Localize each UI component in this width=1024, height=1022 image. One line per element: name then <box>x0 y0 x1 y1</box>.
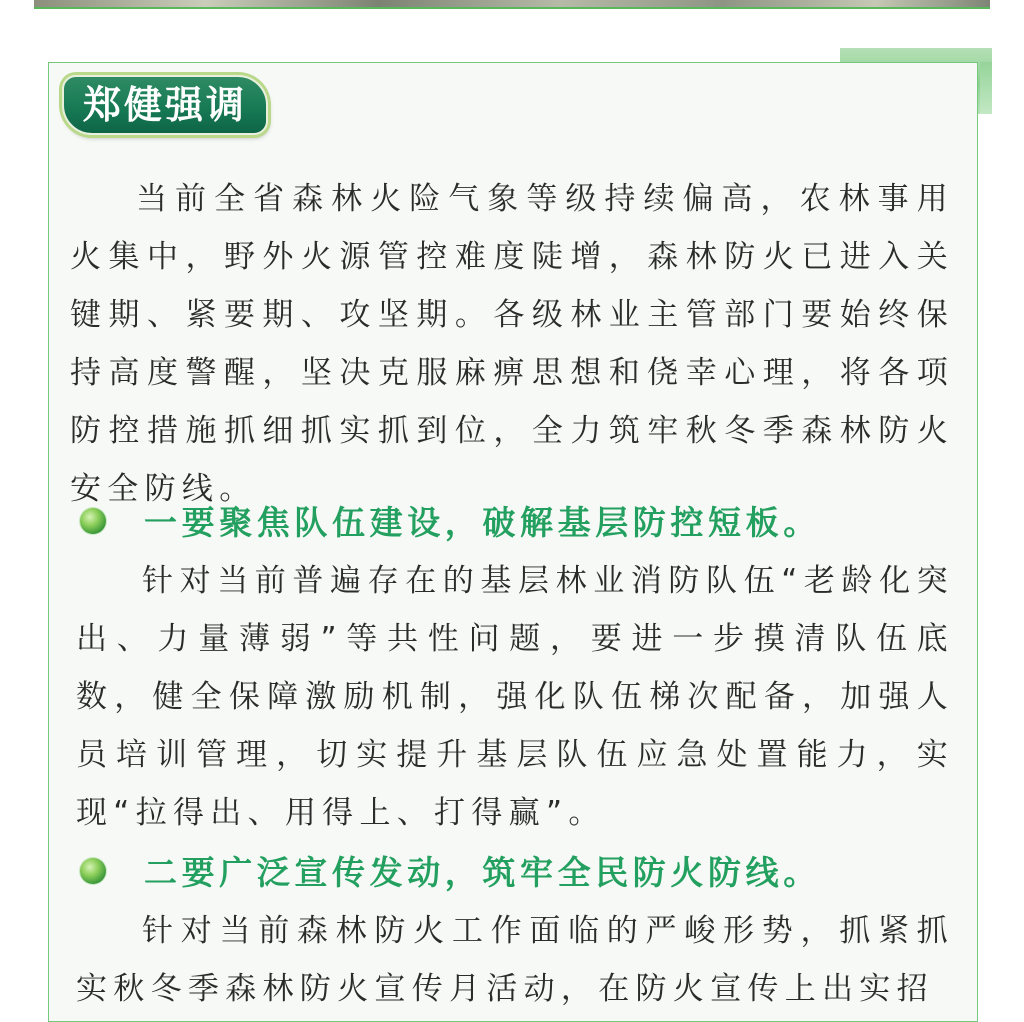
green-dot-bullet-icon <box>80 508 106 534</box>
green-dot-bullet-icon <box>80 858 106 884</box>
section-2-paragraph: 针对当前森林防火工作面临的严峻形势，抓紧抓实秋冬季森林防火宣传月活动，在防火宣传上出实招 <box>76 913 954 1007</box>
section-heading-text: 一要聚焦队伍建设，破解基层防控短板。 <box>144 503 821 542</box>
intro-paragraph: 当前全省森林火险气象等级持续偏高，农林事用火集中，野外火源管控难度陡增，森林防火已进入关键期、紧要期、攻坚期。各级林业主管部门要始终保持高度警醒，坚决克服麻痹思想和侥幸心理，将各项防控措施抓细抓实抓到位，全力筑牢秋冬季森林防火安全防线。 <box>70 181 954 507</box>
title-badge: 郑健强调 <box>62 75 268 135</box>
top-banner-image-strip <box>34 0 990 9</box>
section-1-paragraph: 针对当前普遍存在的基层林业消防队伍“老龄化突出、力量薄弱”等共性问题，要进一步摸清队伍底数，健全保障激励机制，强化队伍梯次配备，加强人员培训管理，切实提升基层队伍应急处置能力，实现“拉得出、用得上、打得赢”。 <box>76 563 954 831</box>
section-heading-text: 二要广泛宣传发动，筑牢全民防火防线。 <box>144 853 821 892</box>
